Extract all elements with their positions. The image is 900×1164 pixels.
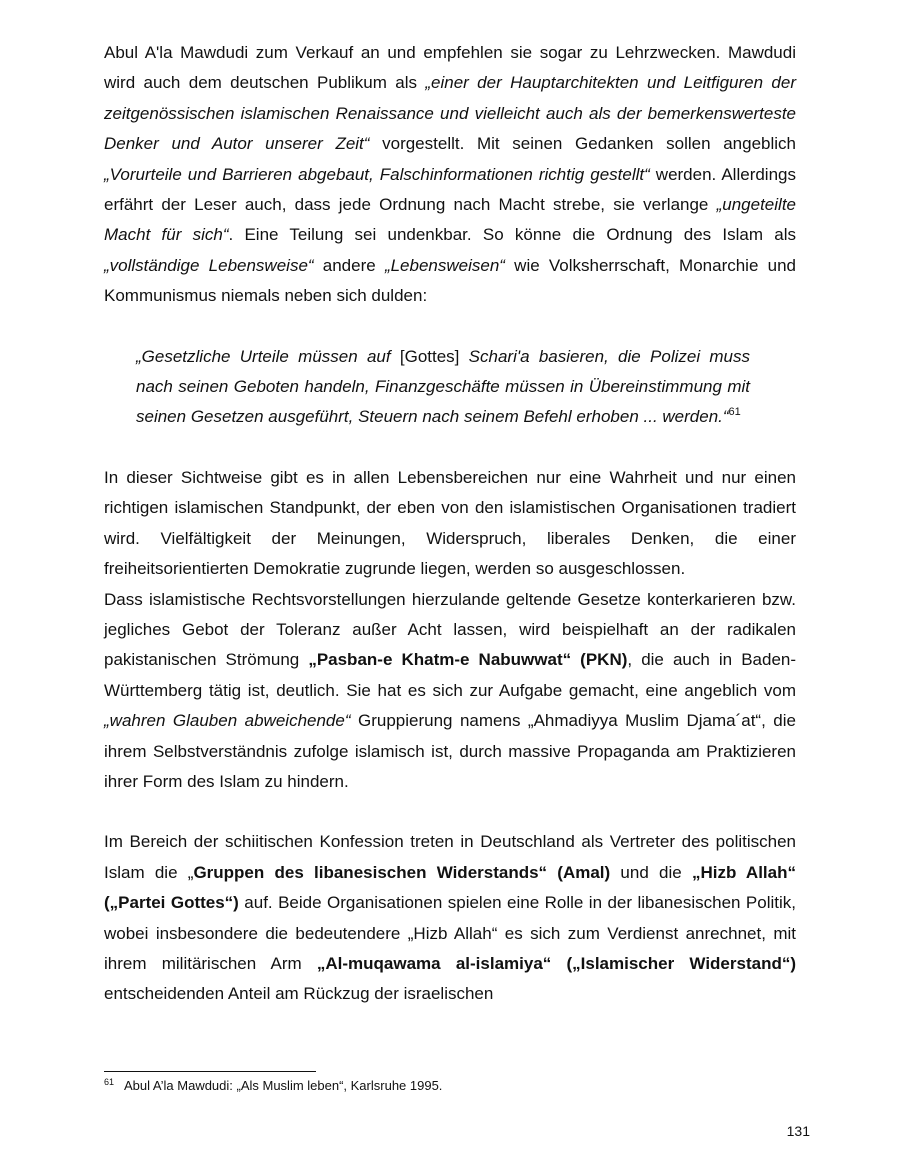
quote-text: Schari'a basieren, die Polizei muss nach seinen Geboten handeln, Finanzgeschäfte müssen in Übereinstimmung mit seinen Gesetzen ausgeführt, Steuern nach seinem Befehl erhoben ... werden.“ [136, 346, 750, 427]
quote-insertion: [Gottes] [399, 346, 460, 366]
quote-inline: „wahren Glauben abweichende“ [104, 711, 351, 731]
text-run: auf. Beide Organisationen spielen eine Rolle in der libanesischen Politik, wobei insbesondere die bedeutendere „Hizb Allah“ es sich zum Verdienst anrechnet, mit ihrem militärischen Arm [104, 893, 796, 973]
text-run: Gruppierung namens „Ahmadiyya Muslim Djama´at“, die ihrem Selbstverständnis zufolge islamisch ist, durch massive Propaganda am Praktizieren ihrer Form des Islam zu hindern. [104, 711, 796, 791]
paragraph-pkn [104, 585, 796, 798]
block-quote [136, 342, 750, 433]
body-text [104, 38, 796, 1010]
footnote-separator [104, 1071, 316, 1072]
quote-inline: „Lebensweisen“ [384, 255, 505, 275]
text-run: , die auch in Baden-Württemberg tätig ist, deutlich. Sie hat es sich zur Aufgabe gemacht, eine angeblich vom [104, 650, 797, 700]
quote-inline: „ungeteilte Macht für sich“ [104, 195, 796, 245]
footnote-number: 61 [104, 1077, 115, 1087]
quote-inline: „Vorurteile und Barrieren abgebaut, Falschinformationen richtig gestellt“ [104, 164, 650, 184]
text-run: wie Volksherrschaft, Monarchie und Kommunismus niemals neben sich dulden: [104, 255, 796, 306]
organization-name: Gruppen des libanesischen Widerstands“ (Amal) [193, 862, 611, 882]
text-run: Dass islamistische Rechtsvorstellungen hierzulande geltende Gesetze konterkarieren bzw. jegliches Gebot der Toleranz außer Acht lassen, wird beispielhaft an der radikalen pakistanischen Strömung [104, 589, 796, 670]
text-run: entscheidenden Anteil am Rückzug der israelischen [104, 984, 494, 1004]
paragraph-single-truth: In dieser Sichtweise gibt es in allen Lebensbereichen nur eine Wahrheit und nur einen richtigen islamischen Standpunkt, der eben von den islamistischen Organisationen tradiert wird. Vielfältigkeit der Meinungen, Widerspruch, liberales Denken, die einer freiheitsorientierten Demokratie zugrunde liegen, werden so ausgeschlossen. [104, 467, 796, 579]
organization-name: „Hizb Allah“ („Partei Gottes“) [104, 862, 796, 913]
quote-text: „Gesetzliche Urteile müssen auf [136, 346, 400, 366]
footnote-reference[interactable]: 61 [728, 406, 741, 419]
paragraph-mawdudi-intro [104, 38, 796, 312]
quote-inline: „vollständige Lebensweise“ [104, 255, 314, 275]
organization-name: „Al-muqawama al-islamiya“ („Islamischer Widerstand“) [316, 953, 796, 973]
paragraph-shiite-groups [104, 827, 796, 1009]
page-number: 131 [786, 1123, 810, 1139]
text-run: andere [313, 255, 385, 275]
organization-name: „Pasban-e Khatm-e Nabuwwat“ (PKN) [308, 650, 628, 670]
footnote [104, 1077, 442, 1095]
text-run: werden. Allerdings erfährt der Leser auch, dass jede Ordnung nach Macht strebe, sie verlange [104, 164, 796, 215]
footnote-text: Abul A’la Mawdudi: „Als Muslim leben“, Karlsruhe 1995. [124, 1078, 443, 1093]
text-run: Abul A'la Mawdudi zum Verkauf an und empfehlen sie sogar zu Lehrzwecken. Mawdudi wird auch dem deutschen Publikum als [104, 43, 796, 93]
text-run: vorgestellt. Mit seinen Gedanken sollen angeblich [369, 134, 797, 154]
text-run: und die [610, 862, 692, 882]
text-run: . Eine Teilung sei undenkbar. So könne die Ordnung des Islam als [228, 225, 796, 245]
text-run: Im Bereich der schiitischen Konfession treten in Deutschland als Vertreter des politischen Islam die „ [104, 832, 796, 882]
quote-inline: „einer der Hauptarchitekten und Leitfiguren der zeitgenössischen islamischen Renaissance und vielleicht auch als der bemerkenswerteste Denker und Autor unserer Zeit“ [104, 73, 796, 154]
